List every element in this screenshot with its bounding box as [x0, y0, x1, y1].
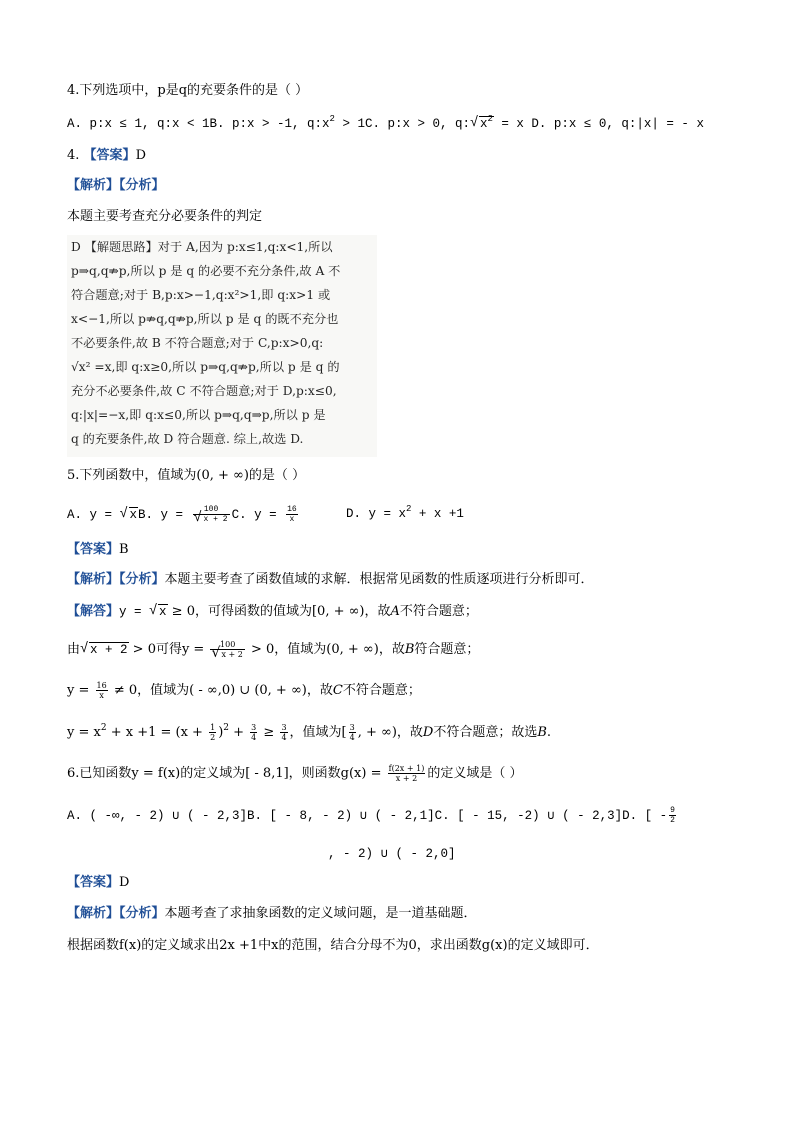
- answer-tag: 【答案】: [67, 875, 120, 890]
- q4-solution-image: [67, 235, 377, 457]
- q6-last-line: 根据函数f(x)的定义域求出2x +1中x的范围，结合分母不为0，求出函数g(x)的定义域即可．: [67, 938, 599, 953]
- q5-l4-f3-num: 3: [281, 723, 287, 732]
- q5-opt-d-tail: + x +1: [411, 507, 464, 521]
- sqrt-symbol: [149, 603, 168, 621]
- q5-l2-num: 100: [210, 640, 244, 650]
- q6-stem: [67, 764, 522, 783]
- solution-line: q 的充要条件,故 D 符合题意. 综上,故选 D.: [71, 432, 304, 446]
- solution-line: 充分不必要条件,故 C 不符合题意;对于 D,p:x≤0,: [71, 384, 337, 398]
- fraction: [286, 505, 298, 524]
- q5-opt-b-num: 100: [193, 505, 230, 515]
- q5-l4-label: D: [422, 725, 434, 740]
- q6-answer: [67, 874, 129, 892]
- q5-opt-b-radicand: x + 2: [203, 515, 228, 524]
- q4-options-c: = x D. p:x ≤ 0, q:|x| = - x: [493, 117, 704, 131]
- q6-stem-num: f(2x + 1): [388, 764, 425, 773]
- fraction: [210, 640, 244, 659]
- q5-solve-line-1: [67, 603, 478, 621]
- q5-l3-a: y =: [67, 683, 94, 698]
- sqrt-symbol: [194, 515, 229, 524]
- q5-l1-a: y =: [119, 605, 150, 619]
- sqrt-symbol: [80, 641, 129, 659]
- q5-l4-f2-num: 3: [251, 723, 257, 732]
- q5-opt-a-radicand: x: [129, 507, 138, 522]
- q4-analysis-tag: 【解析】【分析】: [67, 178, 165, 193]
- q4-options-a: A. p:x ≤ 1, q:x < 1B. p:x > -1, q:x: [67, 117, 330, 131]
- sqrt-symbol: [120, 506, 139, 524]
- sqrt-symbol: [211, 650, 243, 659]
- q4-sqrt-radicand: $x^2$: [479, 114, 493, 131]
- q5-l4-sup-b: 2: [223, 723, 229, 733]
- q5-l4-f3-den: 4: [281, 733, 287, 742]
- solution-line: D 【解题思路】对于 A,因为 p:x≤1,q:x<1,所以: [71, 240, 333, 254]
- q5-l4-end: .: [546, 725, 552, 740]
- fraction: [349, 723, 356, 742]
- solve-tag: 【解答】: [67, 604, 120, 619]
- q5-opt-b-den: [193, 515, 230, 524]
- q5-l4-sup-a: 2: [100, 723, 107, 733]
- solution-line: 不必要条件,故 B 不符合题意;对于 C,p:x>0,q:: [71, 336, 324, 350]
- q5-l3-num: 16: [96, 681, 107, 690]
- analysis-tag: 【解析】【分析】: [67, 572, 165, 587]
- q5-answer-value: B: [119, 542, 129, 557]
- q5-l4-c: ): [218, 725, 224, 740]
- q5-l3-c: 不符合题意；: [342, 683, 421, 698]
- q4-sqrt-sup: 2: [487, 114, 493, 124]
- q4-answer-value: D: [135, 148, 146, 163]
- q5-opt-c-num: 16: [287, 505, 297, 514]
- q5-l4-g: , + ∞)，故: [357, 725, 423, 740]
- q6-opt-d-num: 9: [670, 806, 675, 815]
- q6-opts: A. ( -∞, - 2) ∪ ( - 2,3]B. [ - 8, - 2) ∪ ( - 2,1]C. [ - 15, -2) ∪ ( - 2,3]D. [ -: [67, 808, 668, 823]
- q5-l2-radicand: x + 2: [90, 643, 128, 657]
- q5-answer: [67, 541, 129, 559]
- q4-options-sup: 2: [329, 114, 335, 124]
- q5-l2-c: > 0，值域为(0, + ∞)，故: [246, 642, 405, 657]
- q5-l4-d: +: [229, 725, 249, 740]
- q5-l1-radicand: x: [159, 605, 167, 619]
- q5-analysis-text: 本题主要考查了函数值域的求解．根据常见函数的性质逐项进行分析即可．: [164, 572, 594, 587]
- q4-stem: 4.下列选项中，p是q的充要条件的是（ ）: [67, 83, 309, 98]
- fraction: [388, 764, 426, 783]
- q5-opt-c-den: x: [289, 515, 295, 524]
- q5-l3-label: C: [332, 683, 343, 698]
- solution-line: x<−1,所以 p⇏q,q⇏p,所以 p 是 q 的既不充分也: [71, 312, 339, 326]
- q6-stem-a: 6.已知函数y = f(x)的定义域为[ - 8,1]，则函数g(x) =: [67, 766, 386, 781]
- q5-l4-h: 不符合题意；故选: [433, 725, 538, 740]
- q5-solve-line-4: [67, 723, 551, 742]
- q5-solve-line-2: [67, 640, 479, 659]
- q5-option-d: [346, 505, 464, 523]
- q5-l4-f1-num: 1: [210, 723, 216, 732]
- fraction: [96, 681, 108, 700]
- q5-opt-b: B. y =: [138, 507, 191, 522]
- q5-l1-c: 不符合题意；: [399, 604, 478, 619]
- fraction: [669, 806, 676, 825]
- solution-line: 符合题意;对于 B,p:x>−1,q:x²>1,即 q:x>1 或: [71, 288, 331, 302]
- q5-l3-b: ≠ 0，值域为( - ∞,0) ∪ (0, + ∞)，故: [109, 683, 333, 698]
- q5-options: [67, 505, 300, 524]
- q5-solve-line-3: [67, 681, 421, 700]
- q6-stem-den: x + 2: [395, 774, 418, 783]
- q5-l4-a: y = x: [67, 725, 101, 740]
- q5-l4-b: + x +1 = (x +: [106, 725, 208, 740]
- q5-l4-f: ，值域为[: [289, 725, 347, 740]
- q5-l4-f1-den: 2: [210, 733, 216, 742]
- q4-analysis-text: 本题主要考查充分必要条件的判定: [67, 209, 263, 224]
- q6-stem-b: 的定义域是（ ）: [427, 766, 523, 781]
- q6-analysis-text: 本题考查了求抽象函数的定义域问题，是一道基础题．: [164, 906, 477, 921]
- q4-options: [67, 115, 704, 133]
- q5-stem: 5.下列函数中，值域为(0, + ∞)的是（ ）: [67, 468, 306, 483]
- q4-options-b: > 1C. p:x > 0, q:: [334, 117, 470, 131]
- solution-line: q:|x|=−x,即 q:x≤0,所以 p⇒q,q⇒p,所以 p 是: [71, 408, 326, 422]
- q6-analysis: [67, 905, 477, 923]
- q5-opt-c: C. y =: [231, 507, 285, 522]
- solution-line: √x² =x,即 q:x≥0,所以 p⇒q,q⇏p,所以 p 是 q 的: [71, 360, 340, 374]
- fraction: [280, 723, 287, 742]
- fraction: [193, 505, 230, 524]
- fraction: [250, 723, 257, 742]
- q5-analysis: [67, 571, 594, 589]
- q5-opt-d-sup: 2: [406, 504, 412, 514]
- solution-line: p⇒q,q⇏p,所以 p 是 q 的必要不充分条件,故 A 不: [71, 264, 341, 278]
- q4-answer: [67, 147, 146, 165]
- q5-l2-d: 符合题意；: [414, 642, 480, 657]
- q5-l1-b: ≥ 0，可得函数的值域为[0, + ∞)，故: [167, 604, 391, 619]
- q5-l2-b: > 0可得y =: [128, 642, 209, 657]
- q4-answer-num: 4.: [67, 148, 80, 163]
- q5-l2-den-radicand: x + 2: [221, 650, 243, 659]
- q5-l4-answer: B: [537, 725, 547, 740]
- answer-tag: 【答案】: [83, 148, 136, 163]
- q5-l4-f4-den: 4: [349, 733, 355, 742]
- q5-opt-d: D. y = x: [346, 507, 407, 521]
- q6-opt-d-den: 2: [670, 816, 675, 825]
- q5-l4-f2-den: 4: [251, 733, 257, 742]
- q6-options: [67, 806, 678, 825]
- q5-l2-a: 由: [67, 642, 81, 657]
- q6-option-d-cont: , - 2) ∪ ( - 2,0]: [328, 847, 456, 861]
- q5-l1-label: A: [390, 604, 400, 619]
- q5-l2-den: [210, 650, 244, 659]
- q5-opt-a: A. y =: [67, 507, 120, 522]
- analysis-tag: 【解析】【分析】: [67, 906, 165, 921]
- q5-l2-label: B: [404, 642, 415, 657]
- q5-l3-den: x: [99, 691, 104, 700]
- sqrt-symbol: [470, 115, 494, 133]
- fraction: [209, 723, 216, 742]
- answer-tag: 【答案】: [67, 542, 120, 557]
- q5-l4-f4-num: 3: [349, 723, 355, 732]
- q6-answer-value: D: [119, 875, 130, 890]
- q5-l4-e: ≥: [259, 725, 279, 740]
